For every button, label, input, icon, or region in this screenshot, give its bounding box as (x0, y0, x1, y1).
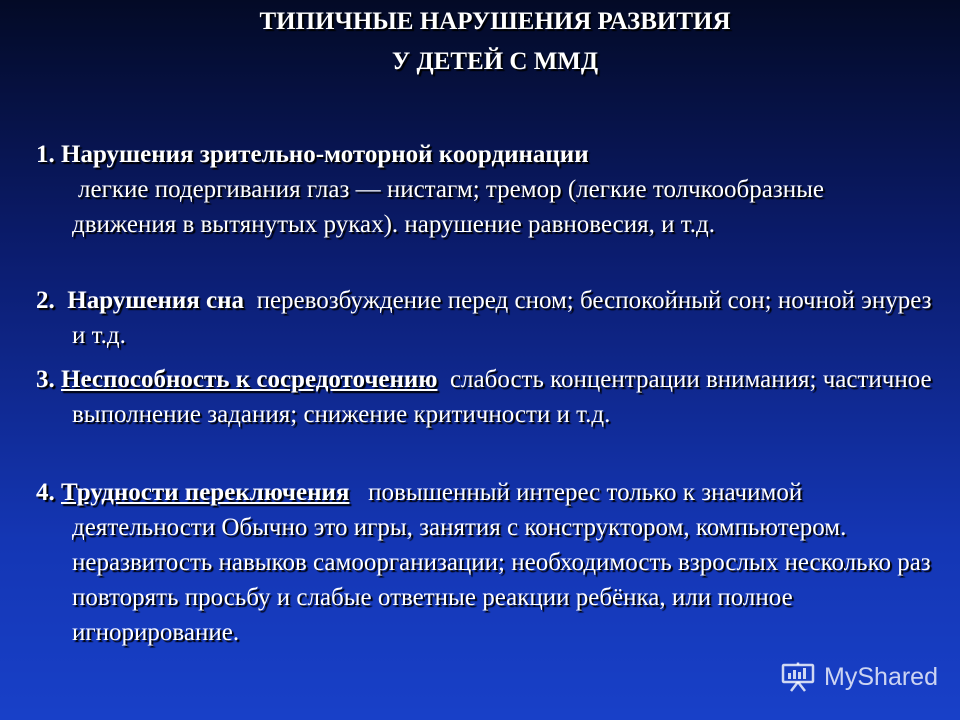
item-1-heading: 1. Нарушения зрительно-моторной координации (36, 141, 589, 168)
item-2-number: 2. (36, 287, 55, 314)
watermark (780, 662, 938, 692)
slide-title-line-2: У ДЕТЕЙ С ММД (391, 48, 599, 75)
item-3 (36, 362, 936, 432)
item-4-number: 4. (36, 479, 55, 506)
item-4-heading: Трудности переключения (61, 479, 350, 506)
item-4-text: повышенный интерес только к значимой деятельности Обычно это игры, занятия с конструктором, компьютером. неразвитость навыков самоорганизации; необходимость взрослых несколько раз повторять просьбу и слабые ответные реакции ребёнка, или полное игнорирование. (72, 479, 931, 646)
item-4 (36, 475, 936, 650)
item-3-number: 3. (36, 366, 55, 393)
slide-title-line-1: ТИПИЧНЫЕ НАРУШЕНИЯ РАЗВИТИЯ (259, 8, 731, 35)
item-3-text: слабость концентрации внимания; частичное выполнение задания; снижение критичности и т.д. (72, 366, 932, 428)
item-2 (36, 283, 936, 353)
item-3-heading: Неспособность к сосредоточению (61, 366, 438, 393)
item-2-heading: Нарушения сна (67, 287, 245, 314)
watermark-text: MyShared (824, 662, 938, 691)
item-2-text: перевозбуждение перед сном; беспокойный сон; ночной энурез и т.д. (72, 287, 932, 349)
item-1-text: легкие подергивания глаз — нистагм; тремор (легкие толчкообразные движения в вытянутых руках). нарушение равновесия, и т.д. (72, 176, 825, 238)
presentation-board-icon (780, 662, 816, 692)
